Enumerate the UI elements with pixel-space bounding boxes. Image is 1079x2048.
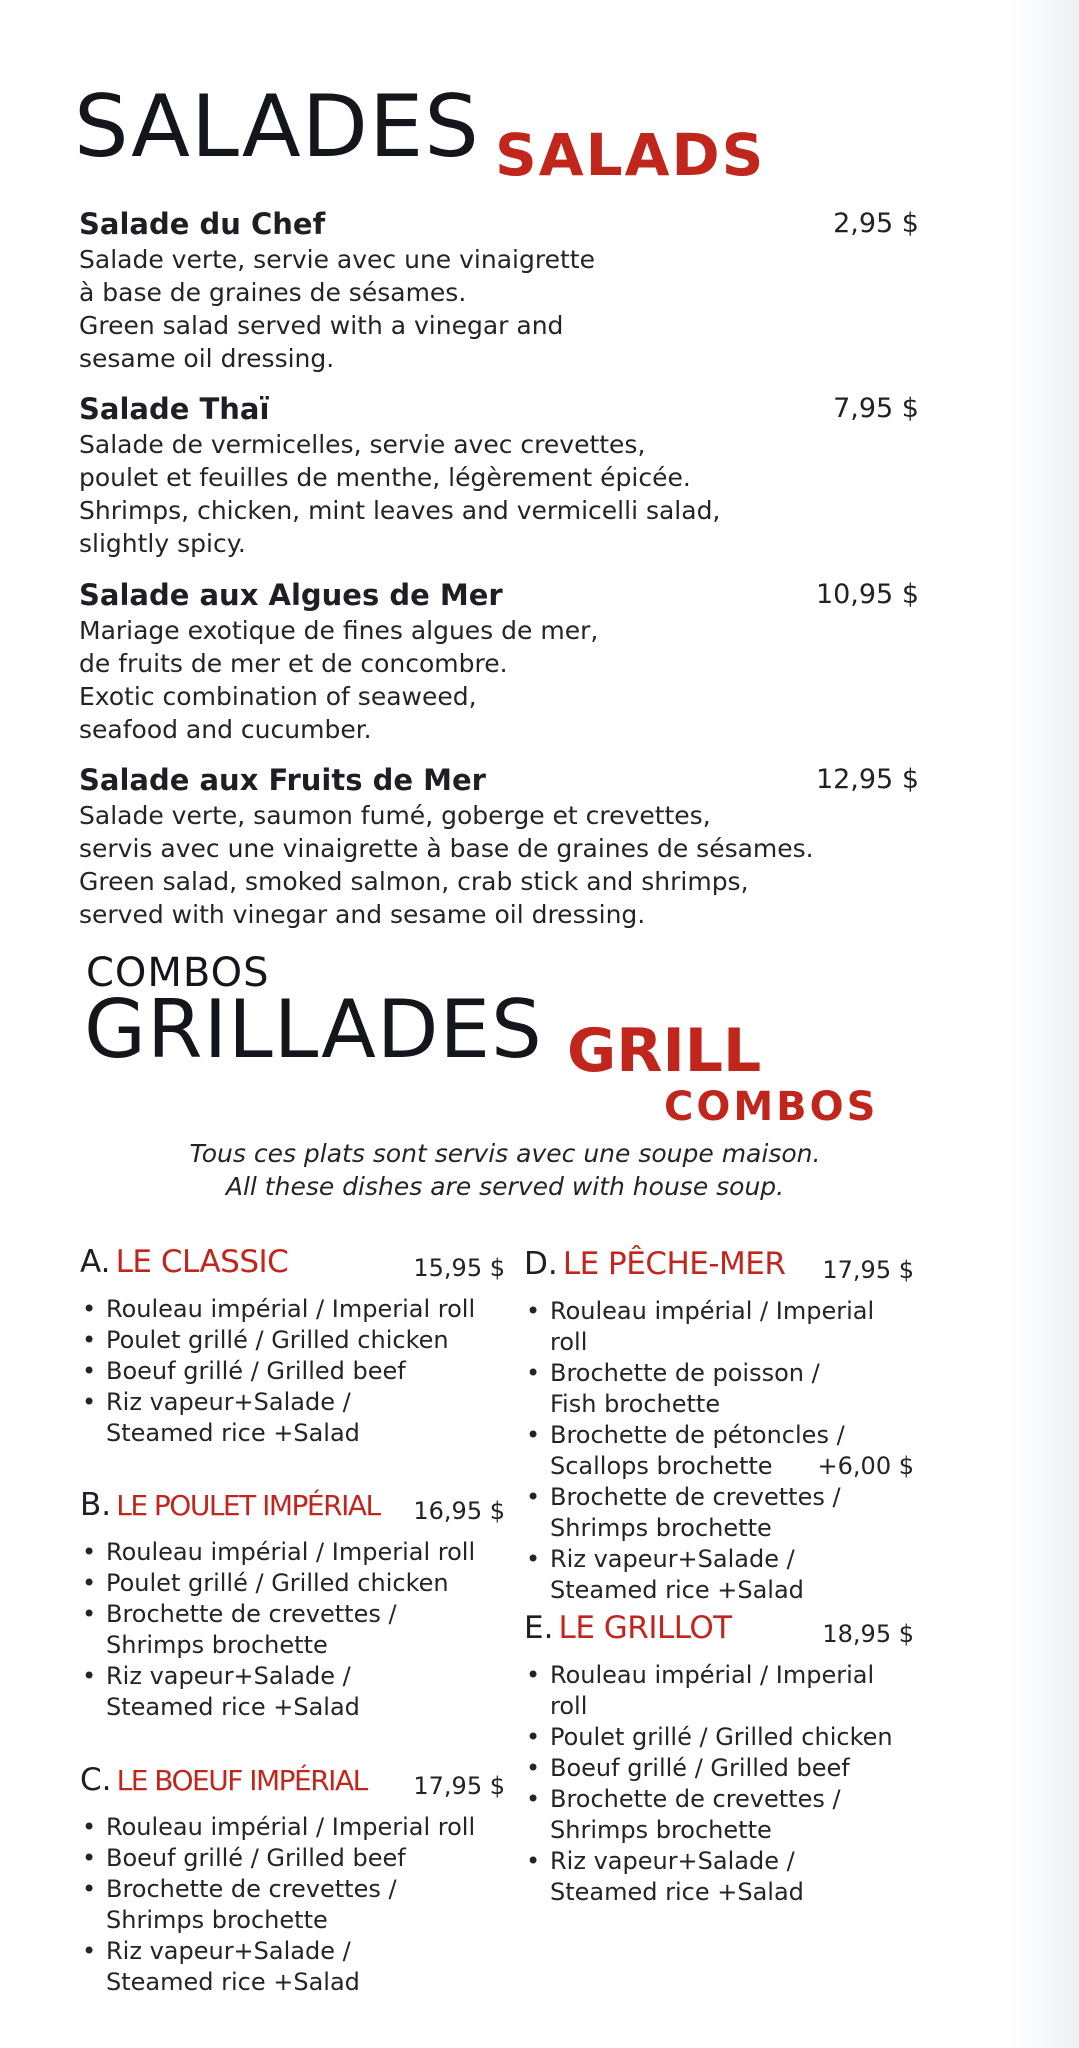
salad-name: Salade du Chef (79, 207, 326, 241)
list-item: • Riz vapeur+Salade / Steamed rice +Salad (524, 1544, 914, 1606)
list-item: • Riz vapeur+Salade / Steamed rice +Salad (80, 1661, 505, 1723)
list-item: • Rouleau impérial / Imperial roll (524, 1296, 914, 1358)
salad-description: Salade verte, saumon fumé, goberge et crevettes, servis avec une vinaigrette à base de graines de sésames. Green salad, smoked salmon, crab stick and shrimps, served with vinegar and sesame oil dressing. (79, 801, 814, 929)
salad-name: Salade aux Algues de Mer (79, 578, 503, 612)
list-item: • Riz vapeur+Salade / Steamed rice +Salad (80, 1936, 505, 1998)
combo-price: 16,95 $ (413, 1497, 505, 1525)
list-item: • Rouleau impérial / Imperial roll (80, 1537, 505, 1568)
list-item: • Boeuf grillé / Grilled beef (524, 1753, 914, 1784)
salad-price: 7,95 $ (833, 393, 919, 424)
salad-description: Salade de vermicelles, servie avec crevettes, poulet et feuilles de menthe, légèrement épicée. Shrimps, chicken, mint leaves and vermicelli salad, slightly spicy. (79, 430, 721, 558)
combo-price: 17,95 $ (413, 1772, 505, 1800)
list-item: • Brochette de crevettes / Shrimps brochette (80, 1874, 505, 1936)
list-item: • Brochette de crevettes / Shrimps brochette (524, 1482, 914, 1544)
page-edge-shadow (1009, 0, 1079, 2048)
salad-price: 12,95 $ (815, 764, 919, 795)
list-item: • Brochette de poisson / Fish brochette (524, 1358, 914, 1420)
salads-title-en: SALADS (495, 121, 766, 189)
combos-title-small: COMBOS (86, 950, 270, 996)
salad-item (79, 761, 919, 931)
salad-description: Mariage exotique de fines algues de mer, de fruits de mer et de concombre. Exotic combination of seaweed, seafood and cucumber. (79, 616, 599, 744)
salad-item (79, 390, 919, 560)
combo-letter: A. (80, 1244, 111, 1280)
combos-intro-fr: Tous ces plats sont servis avec une soupe maison. (189, 1139, 821, 1168)
list-item: • Boeuf grillé / Grilled beef (80, 1843, 505, 1874)
list-item: • Boeuf grillé / Grilled beef (80, 1356, 505, 1387)
combo-name: LE GRILLOT (558, 1610, 732, 1646)
combo-letter: D. (524, 1246, 558, 1282)
list-item: • Rouleau impérial / Imperial roll (80, 1812, 505, 1843)
supplement-price: +6,00 $ (817, 1452, 914, 1480)
list-item: • Brochette de crevettes / Shrimps brochette (524, 1784, 914, 1846)
combo-price: 15,95 $ (413, 1254, 505, 1282)
salad-item (79, 205, 919, 375)
list-item: • Brochette de crevettes / Shrimps brochette (80, 1599, 505, 1661)
combos-title-en-sub: COMBOS (664, 1084, 879, 1130)
combo-price: 17,95 $ (822, 1256, 914, 1284)
combo-e (524, 1610, 914, 1908)
list-item: • Poulet grillé / Grilled chicken (524, 1722, 914, 1753)
salad-description: Salade verte, servie avec une vinaigrette à base de graines de sésames. Green salad served with a vinegar and sesame oil dressing. (79, 245, 595, 373)
combo-a (80, 1244, 505, 1449)
combo-items (80, 1294, 505, 1449)
combo-price: 18,95 $ (822, 1620, 914, 1648)
list-item: • Poulet grillé / Grilled chicken (80, 1325, 505, 1356)
list-item: • Riz vapeur+Salade / Steamed rice +Salad (524, 1846, 914, 1908)
combo-header (80, 1244, 505, 1286)
combo-items (524, 1296, 914, 1606)
list-item (524, 1420, 914, 1482)
list-item: • Riz vapeur+Salade / Steamed rice +Salad (80, 1387, 505, 1449)
salad-name: Salade aux Fruits de Mer (79, 763, 486, 797)
combo-d (524, 1246, 914, 1606)
combo-name: LE BOEUF IMPÉRIAL (116, 1764, 367, 1797)
salad-price: 10,95 $ (815, 579, 919, 610)
combo-b (80, 1487, 505, 1723)
salad-name: Salade Thaï (79, 392, 270, 426)
salad-item (79, 576, 919, 746)
combos-title-fr: GRILLADES (84, 983, 543, 1076)
salad-price: 2,95 $ (833, 208, 919, 239)
salads-title-fr: SALADES (74, 77, 480, 177)
combo-header (80, 1487, 505, 1529)
combo-c (80, 1762, 505, 1998)
combo-items (80, 1537, 505, 1723)
combo-letter: E. (524, 1610, 554, 1646)
list-item: • Rouleau impérial / Imperial roll (524, 1660, 914, 1722)
combo-header (80, 1762, 505, 1804)
combo-name: LE PÊCHE-MER (562, 1246, 786, 1282)
combo-items (80, 1812, 505, 1998)
list-item: • Poulet grillé / Grilled chicken (80, 1568, 505, 1599)
combo-header (524, 1246, 914, 1288)
combo-items (524, 1660, 914, 1908)
combo-letter: B. (80, 1487, 112, 1523)
list-item: • Rouleau impérial / Imperial roll (80, 1294, 505, 1325)
combo-name: LE CLASSIC (115, 1244, 289, 1280)
combo-name: LE POULET IMPÉRIAL (116, 1489, 380, 1522)
combo-header (524, 1610, 914, 1652)
list-item-text: Brochette de pétoncles / Scallops brochette (550, 1421, 845, 1480)
combos-title-en: GRILL (567, 1016, 762, 1086)
combo-letter: C. (80, 1762, 112, 1798)
combos-intro-en: All these dishes are served with house soup. (225, 1172, 785, 1201)
